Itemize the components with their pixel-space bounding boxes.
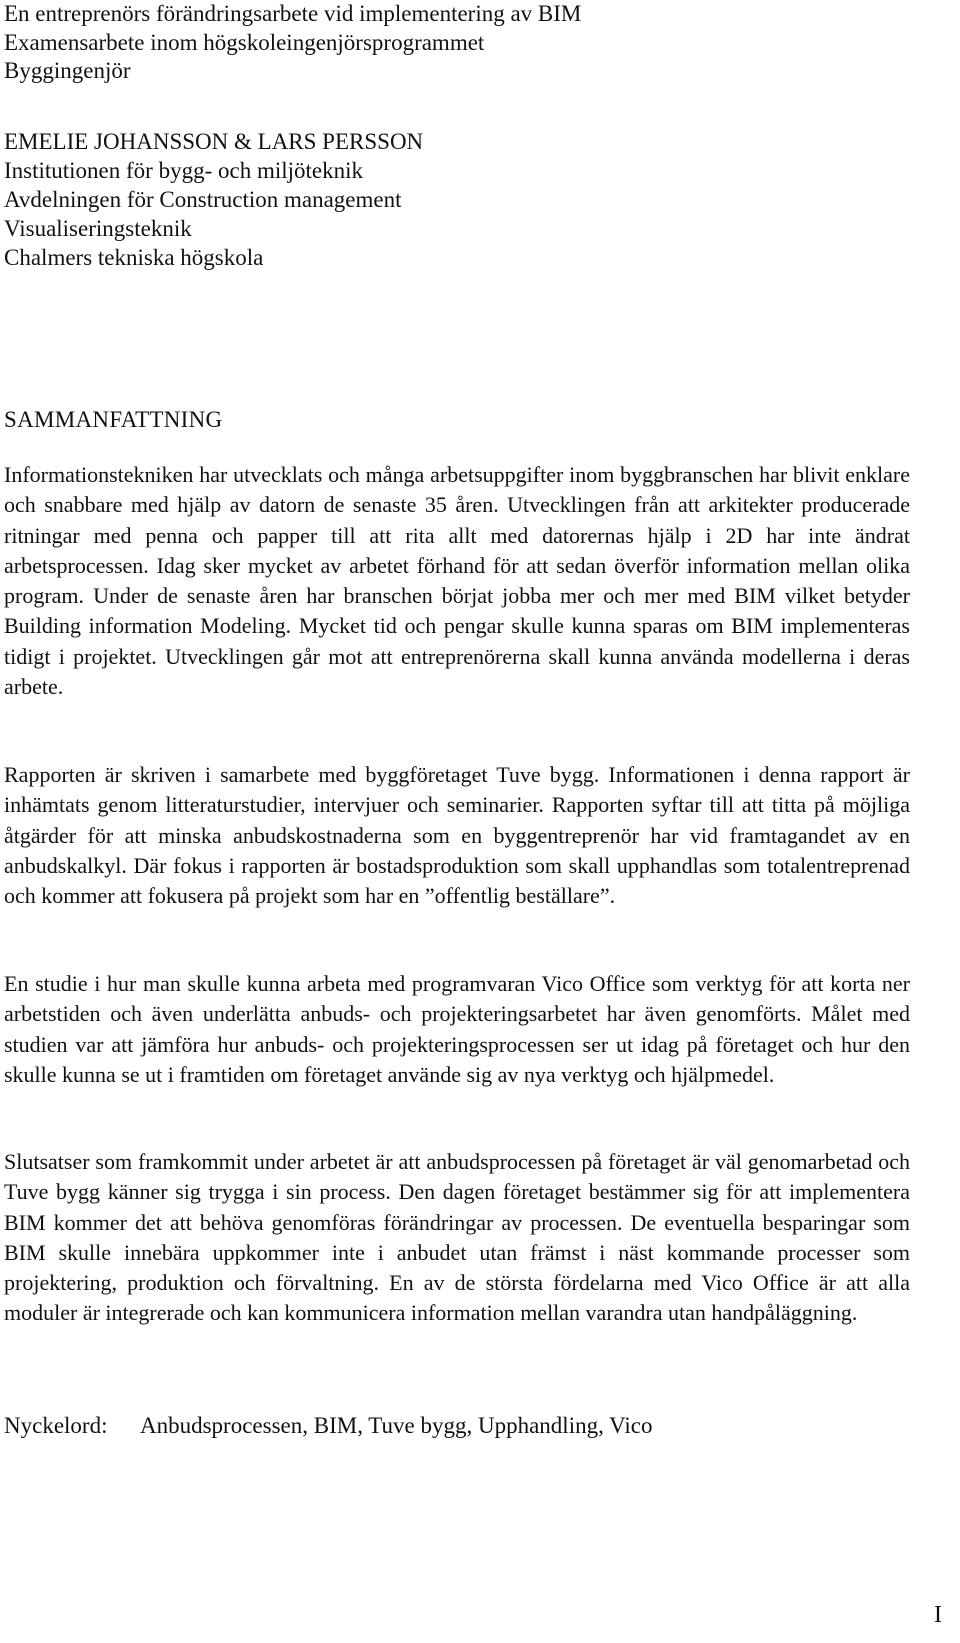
university-name: Chalmers tekniska högskola <box>4 245 264 270</box>
summary-paragraph-2: Rapporten är skriven i samarbete med byggföretaget Tuve bygg. Informationen i denna rapport är inhämtats genom litteraturstudier, intervjuer och seminarier. Rapporten syftar till att titta på möjliga åtgärder för att minska anbudskostnaderna som en byggentreprenör har vid framtagandet av en anbudskalkyl. Där fokus i rapporten är bostadsproduktion som skall upphandlas som totalentreprenad och kommer att fokusera på projekt som har en ”offentlig beställare”. <box>4 762 910 909</box>
page-number: I <box>934 1602 942 1628</box>
summary-paragraph-1: Informationstekniken har utvecklats och många arbetsuppgifter inom byggbranschen har blivit enklare och snabbare med hjälp av datorn de senaste 35 åren. Utvecklingen från att arkitekter producerade ritningar med penna och papper till att rita allt med datorernas hjälp i 2D har inte ändrat arbetsprocessen. Idag sker mycket av arbetet förhand för att sedan överför information mellan olika program. Under de senaste åren har branschen börjat jobba mer och mer med BIM vilket betyder Building information Modeling. Mycket tid och pengar skulle kunna sparas om BIM implementeras tidigt i projektet. Utvecklingen går mot att entreprenörerna skall kunna använda modellerna i deras arbete. <box>4 462 910 700</box>
document-header <box>4 0 944 86</box>
summary-paragraph-3: En studie i hur man skulle kunna arbeta med programvaran Vico Office som verktyg för att korta ner arbetstiden och även underlätta anbuds- och projekteringsarbetet har även genomförts. Målet med studien var att jämföra hur anbuds- och projekteringsprocessen ser ut idag på företaget och hur den skulle kunna se ut i framtiden om företaget använde sig av nya verktyg och hjälpmedel. <box>4 971 910 1087</box>
thesis-title: En entreprenörs förändringsarbete vid implementering av BIM <box>4 1 582 26</box>
institution-name: Institutionen för bygg- och miljöteknik <box>4 158 364 183</box>
division-name: Avdelningen för Construction management <box>4 187 402 212</box>
keywords-line <box>4 1411 653 1441</box>
group-name: Visualiseringsteknik <box>4 216 192 241</box>
keywords-value: Anbudsprocessen, BIM, Tuve bygg, Upphandling, Vico <box>140 1413 653 1438</box>
author-names: EMELIE JOHANSSON & LARS PERSSON <box>4 129 424 154</box>
section-title: SAMMANFATTNING <box>4 407 223 432</box>
keywords-label: Nyckelord: <box>4 1413 108 1438</box>
summary-paragraph-4: Slutsatser som framkommit under arbetet är att anbudsprocessen på företaget är väl genomarbetad och Tuve bygg känner sig trygga i sin process. Den dagen företaget bestämmer sig för att implementera BIM kommer det att behöva genomföras förändringar av processen. De eventuella besparingar som BIM skulle innebära uppkommer inte i anbudet utan främst i näst kommande processer som projektering, produktion och förvaltning. En av de största fördelarna med Vico Office är att alla moduler är integrerade och kan kommunicera information mellan varandra utan handpåläggning. <box>4 1149 910 1326</box>
thesis-program: Byggingenjör <box>4 58 131 83</box>
thesis-subtitle: Examensarbete inom högskoleingenjörsprogrammet <box>4 29 485 55</box>
author-block <box>4 127 944 272</box>
